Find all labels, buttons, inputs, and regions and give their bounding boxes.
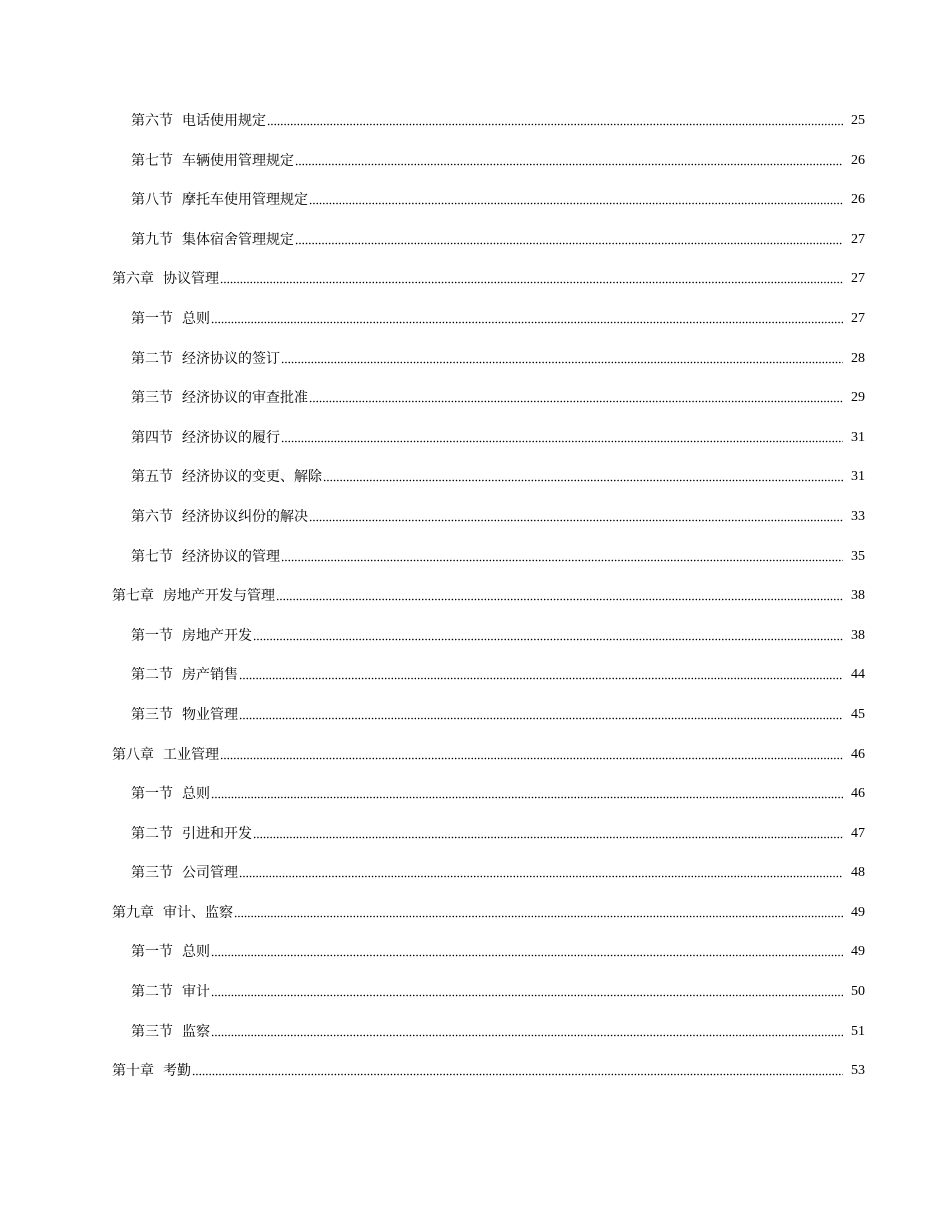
toc-entry[interactable]: [0, 1022, 950, 1062]
toc-entry-label: [131, 190, 308, 210]
toc-entry-label: [112, 1061, 191, 1081]
toc-entry[interactable]: [0, 111, 950, 151]
dot-leader: [276, 586, 843, 601]
toc-entry[interactable]: [0, 428, 950, 468]
toc-entry-page: 47: [851, 825, 865, 841]
toc-chapter-entry[interactable]: [0, 269, 950, 309]
toc-entry-title: 车辆使用管理规定: [182, 152, 294, 169]
dot-leader: [309, 507, 843, 522]
toc-entry-page: 49: [851, 904, 865, 920]
toc-entry-label: [131, 428, 280, 448]
toc-entry-label: [131, 111, 266, 131]
toc-entry-title: 经济协议的管理: [182, 548, 280, 565]
dot-leader: [239, 705, 843, 720]
toc-chapter-entry[interactable]: [0, 903, 950, 943]
dot-leader: [211, 784, 843, 799]
toc-entry-title: 总则: [182, 944, 210, 961]
toc-entry-label: [112, 269, 219, 289]
toc-entry-number: 第三节: [131, 706, 173, 723]
toc-entry[interactable]: [0, 309, 950, 349]
toc-entry-title: 工业管理: [163, 746, 219, 763]
toc-entry-page: 25: [851, 113, 865, 128]
toc-entry-page: 31: [851, 429, 865, 445]
toc-entry-title: 考勤: [163, 1063, 191, 1080]
toc-chapter-entry[interactable]: [0, 586, 950, 626]
toc-entry-page: 27: [851, 231, 865, 247]
toc-entry-title: 房地产开发: [182, 627, 252, 644]
toc-entry-label: [131, 230, 294, 250]
toc-entry-title: 公司管理: [182, 865, 238, 882]
dot-leader: [239, 665, 843, 680]
toc-chapter-entry[interactable]: [0, 1061, 950, 1101]
toc-entry[interactable]: [0, 942, 950, 982]
toc-entry-page: 38: [851, 627, 865, 643]
toc-entry-label: [131, 705, 238, 725]
dot-leader: [211, 309, 843, 324]
dot-leader: [281, 547, 843, 562]
toc-entry[interactable]: [0, 190, 950, 230]
dot-leader: [295, 230, 843, 245]
toc-entry-label: [131, 151, 294, 171]
toc-entry-page: 46: [851, 746, 865, 762]
toc-entry-number: 第七节: [131, 152, 173, 169]
toc-entry[interactable]: [0, 467, 950, 507]
toc-entry-page: 53: [851, 1063, 865, 1079]
toc-entry-title: 总则: [182, 310, 210, 327]
toc-entry-label: [131, 349, 280, 369]
toc-entry-page: 27: [851, 310, 865, 326]
toc-entry-page: 26: [851, 152, 865, 168]
dot-leader: [323, 467, 843, 482]
toc-entry-label: [131, 626, 252, 646]
toc-entry-page: 27: [851, 271, 865, 287]
toc-entry-number: 第一节: [131, 786, 173, 803]
toc-entry-page: 50: [851, 984, 865, 1000]
toc-entry-label: [131, 824, 252, 844]
dot-leader: [211, 982, 843, 997]
toc-entry-page: 29: [851, 390, 865, 406]
toc-entry-title: 经济协议的签订: [182, 350, 280, 367]
toc-entry-title: 经济协议纠份的解决: [182, 508, 308, 525]
toc-chapter-entry[interactable]: [0, 745, 950, 785]
toc-entry-label: [131, 467, 322, 487]
toc-entry-label: [131, 547, 280, 567]
toc-entry-title: 总则: [182, 786, 210, 803]
toc-entry-title: 物业管理: [182, 706, 238, 723]
toc-entry-number: 第六节: [131, 113, 173, 129]
toc-entry-label: [131, 982, 210, 1002]
toc-entry-title: 房地产开发与管理: [163, 588, 275, 605]
table-of-contents: [0, 111, 950, 1101]
toc-entry-number: 第八章: [112, 746, 154, 763]
toc-entry-number: 第九章: [112, 904, 154, 921]
dot-leader: [309, 388, 843, 403]
toc-entry-number: 第一节: [131, 310, 173, 327]
dot-leader: [211, 1022, 843, 1037]
toc-entry-title: 电话使用规定: [182, 113, 266, 129]
dot-leader: [220, 269, 843, 284]
toc-entry[interactable]: [0, 824, 950, 864]
toc-entry-label: [112, 586, 275, 606]
toc-entry-page: 44: [851, 667, 865, 683]
toc-entry-label: [131, 784, 210, 804]
dot-leader: [253, 626, 843, 641]
toc-entry-page: 48: [851, 865, 865, 881]
toc-entry-title: 协议管理: [163, 271, 219, 288]
toc-entry-title: 引进和开发: [182, 825, 252, 842]
toc-entry-number: 第二节: [131, 667, 173, 684]
toc-entry[interactable]: [0, 626, 950, 666]
toc-entry[interactable]: [0, 388, 950, 428]
toc-entry-title: 审计: [182, 984, 210, 1001]
dot-leader: [295, 151, 843, 166]
toc-entry-label: [131, 1022, 210, 1042]
toc-entry-number: 第三节: [131, 865, 173, 882]
dot-leader: [211, 942, 843, 957]
toc-entry-title: 审计、监察: [163, 904, 233, 921]
toc-entry-label: [131, 507, 308, 527]
toc-entry[interactable]: [0, 349, 950, 389]
toc-entry-label: [131, 309, 210, 329]
toc-entry[interactable]: [0, 665, 950, 705]
toc-entry-page: 49: [851, 944, 865, 960]
toc-entry-title: 监察: [182, 1023, 210, 1040]
toc-entry-page: 33: [851, 508, 865, 524]
toc-entry-title: 摩托车使用管理规定: [182, 192, 308, 209]
toc-entry-title: 集体宿舍管理规定: [182, 231, 294, 248]
toc-entry[interactable]: [0, 151, 950, 191]
dot-leader: [192, 1061, 843, 1076]
toc-entry[interactable]: [0, 230, 950, 270]
dot-leader: [239, 863, 843, 878]
toc-entry[interactable]: [0, 507, 950, 547]
toc-entry-label: [131, 665, 238, 685]
toc-entry-number: 第七章: [112, 588, 154, 605]
toc-entry-number: 第九节: [131, 231, 173, 248]
toc-entry-page: 51: [851, 1023, 865, 1039]
toc-entry-number: 第三节: [131, 1023, 173, 1040]
toc-entry[interactable]: [0, 982, 950, 1022]
dot-leader: [267, 111, 843, 126]
toc-entry-number: 第十章: [112, 1063, 154, 1080]
toc-entry-number: 第三节: [131, 390, 173, 407]
toc-entry-label: [131, 942, 210, 962]
toc-entry-title: 经济协议的变更、解除: [182, 469, 322, 486]
dot-leader: [281, 349, 843, 364]
dot-leader: [220, 745, 843, 760]
toc-entry-label: [131, 863, 238, 883]
dot-leader: [253, 824, 843, 839]
toc-entry-number: 第二节: [131, 984, 173, 1001]
toc-entry-number: 第一节: [131, 944, 173, 961]
toc-entry-page: 28: [851, 350, 865, 366]
dot-leader: [281, 428, 843, 443]
toc-entry-number: 第五节: [131, 469, 173, 486]
toc-entry[interactable]: [0, 784, 950, 824]
toc-entry-label: [131, 388, 308, 408]
toc-entry-page: 35: [851, 548, 865, 564]
toc-entry-number: 第八节: [131, 192, 173, 209]
toc-entry-number: 第一节: [131, 627, 173, 644]
toc-entry-page: 26: [851, 192, 865, 208]
toc-entry-page: 31: [851, 469, 865, 485]
toc-entry-number: 第二节: [131, 825, 173, 842]
toc-entry-page: 46: [851, 786, 865, 802]
toc-entry-number: 第六章: [112, 271, 154, 288]
toc-entry[interactable]: [0, 863, 950, 903]
toc-entry[interactable]: [0, 547, 950, 587]
dot-leader: [309, 190, 843, 205]
toc-entry-label: [112, 745, 219, 765]
toc-entry-number: 第六节: [131, 508, 173, 525]
toc-entry[interactable]: [0, 705, 950, 745]
toc-entry-number: 第二节: [131, 350, 173, 367]
toc-entry-number: 第七节: [131, 548, 173, 565]
toc-entry-number: 第四节: [131, 429, 173, 446]
toc-entry-label: [112, 903, 233, 923]
toc-entry-page: 38: [851, 588, 865, 604]
toc-entry-title: 房产销售: [182, 667, 238, 684]
toc-entry-title: 经济协议的履行: [182, 429, 280, 446]
toc-entry-page: 45: [851, 706, 865, 722]
dot-leader: [234, 903, 843, 918]
toc-entry-title: 经济协议的审查批准: [182, 390, 308, 407]
